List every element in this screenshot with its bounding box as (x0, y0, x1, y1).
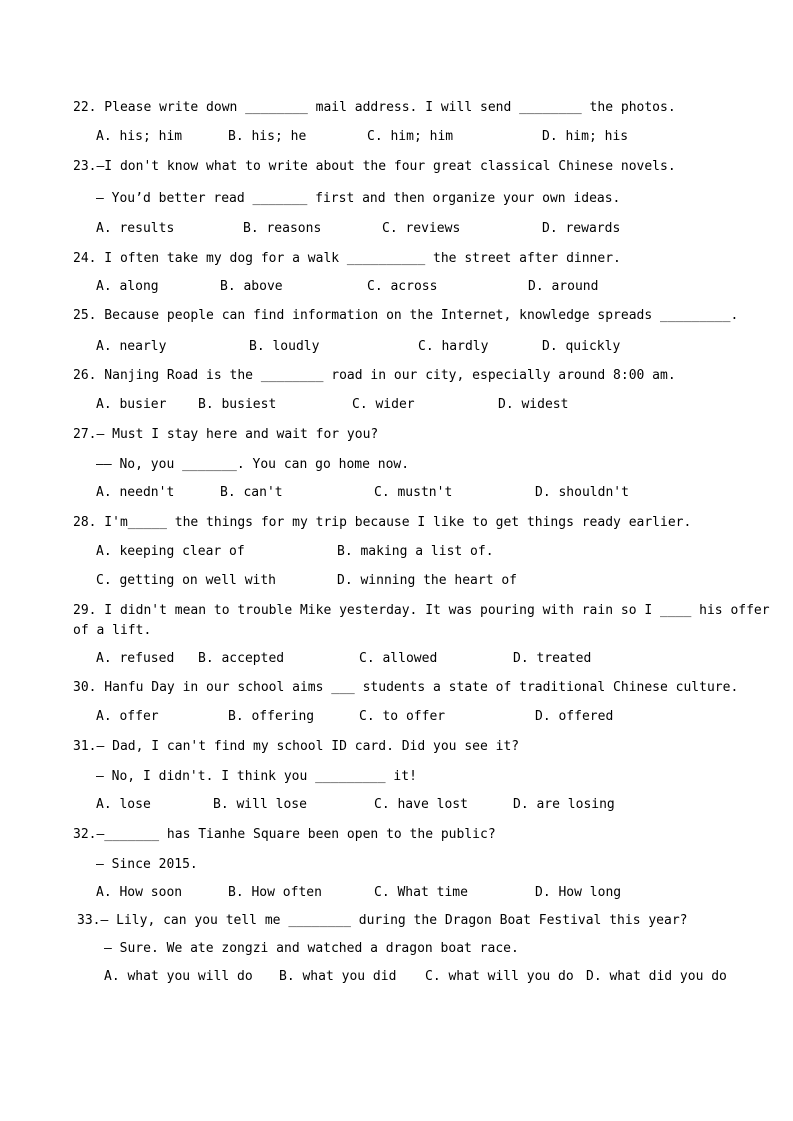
question-text-line-2: —— No, you _______. You can go home now. (96, 457, 410, 472)
option-a: A. offer (96, 709, 159, 724)
option-c: C. what will you do (425, 969, 574, 984)
option-d: D. winning the heart of (337, 573, 518, 588)
option-b: B. busiest (198, 397, 277, 412)
option-b: B. reasons (243, 221, 322, 236)
option-c: C. have lost (374, 797, 468, 812)
option-a: A. refused (96, 651, 175, 666)
option-b: B. offering (228, 709, 315, 724)
option-a: A. needn't (96, 485, 175, 500)
option-b: B. How often (228, 885, 322, 900)
question-text: 30. Hanfu Day in our school aims ___ students a state of traditional Chinese culture. (73, 680, 739, 695)
option-c: C. reviews (382, 221, 461, 236)
question-text: 26. Nanjing Road is the ________ road in our city, especially around 8:00 am. (73, 368, 676, 383)
option-c: C. to offer (359, 709, 446, 724)
option-d: D. treated (513, 651, 592, 666)
question-text: 28. I'm_____ the things for my trip because I like to get things ready earlier. (73, 515, 692, 530)
option-d: D. him; his (542, 129, 629, 144)
option-b: B. will lose (213, 797, 307, 812)
option-c: C. wider (352, 397, 415, 412)
option-d: D. what did you do (586, 969, 727, 984)
option-d: D. How long (535, 885, 622, 900)
option-a: A. lose (96, 797, 151, 812)
question-text: 25. Because people can find information on the Internet, knowledge spreads _________. (73, 308, 739, 323)
option-a: A. keeping clear of (96, 544, 245, 559)
option-d: D. shouldn't (535, 485, 629, 500)
option-b: B. what you did (279, 969, 397, 984)
option-c: C. across (367, 279, 438, 294)
question-text: 32.—_______ has Tianhe Square been open to the public? (73, 827, 496, 842)
option-a: A. along (96, 279, 159, 294)
option-c: C. getting on well with (96, 573, 277, 588)
option-b: B. accepted (198, 651, 285, 666)
option-c: C. allowed (359, 651, 438, 666)
question-text-line-2: — No, I didn't. I think you _________ it! (96, 769, 417, 784)
option-c: C. What time (374, 885, 468, 900)
option-a: A. what you will do (104, 969, 253, 984)
question-text-line-2: — Sure. We ate zongzi and watched a dragon boat race. (104, 941, 519, 956)
option-c: C. mustn't (374, 485, 453, 500)
question-text: 29. I didn't mean to trouble Mike yesterday. It was pouring with rain so I ____ his offer (73, 603, 770, 618)
option-c: C. hardly (418, 339, 489, 354)
question-text-line-2: of a lift. (73, 623, 152, 638)
question-text-line-2: — Since 2015. (96, 857, 198, 872)
option-b: B. his; he (228, 129, 307, 144)
option-d: D. offered (535, 709, 614, 724)
question-text: 23.—I don't know what to write about the four great classical Chinese novels. (73, 159, 676, 174)
option-a: A. nearly (96, 339, 167, 354)
option-d: D. widest (498, 397, 569, 412)
question-text: 33.— Lily, can you tell me ________ during the Dragon Boat Festival this year? (77, 913, 688, 928)
option-d: D. are losing (513, 797, 615, 812)
option-b: B. can't (220, 485, 283, 500)
option-a: A. results (96, 221, 175, 236)
option-b: B. loudly (249, 339, 320, 354)
option-d: D. quickly (542, 339, 621, 354)
option-a: A. busier (96, 397, 167, 412)
option-a: A. his; him (96, 129, 183, 144)
option-d: D. rewards (542, 221, 621, 236)
option-b: B. above (220, 279, 283, 294)
question-text: 24. I often take my dog for a walk __________ the street after dinner. (73, 251, 621, 266)
option-d: D. around (528, 279, 599, 294)
option-b: B. making a list of. (337, 544, 494, 559)
question-text: 27.— Must I stay here and wait for you? (73, 427, 379, 442)
option-a: A. How soon (96, 885, 183, 900)
question-text: 31.— Dad, I can't find my school ID card. Did you see it? (73, 739, 520, 754)
option-c: C. him; him (367, 129, 454, 144)
question-text-line-2: — You’d better read _______ first and then organize your own ideas. (96, 191, 621, 206)
question-text: 22. Please write down ________ mail address. I will send ________ the photos. (73, 100, 676, 115)
